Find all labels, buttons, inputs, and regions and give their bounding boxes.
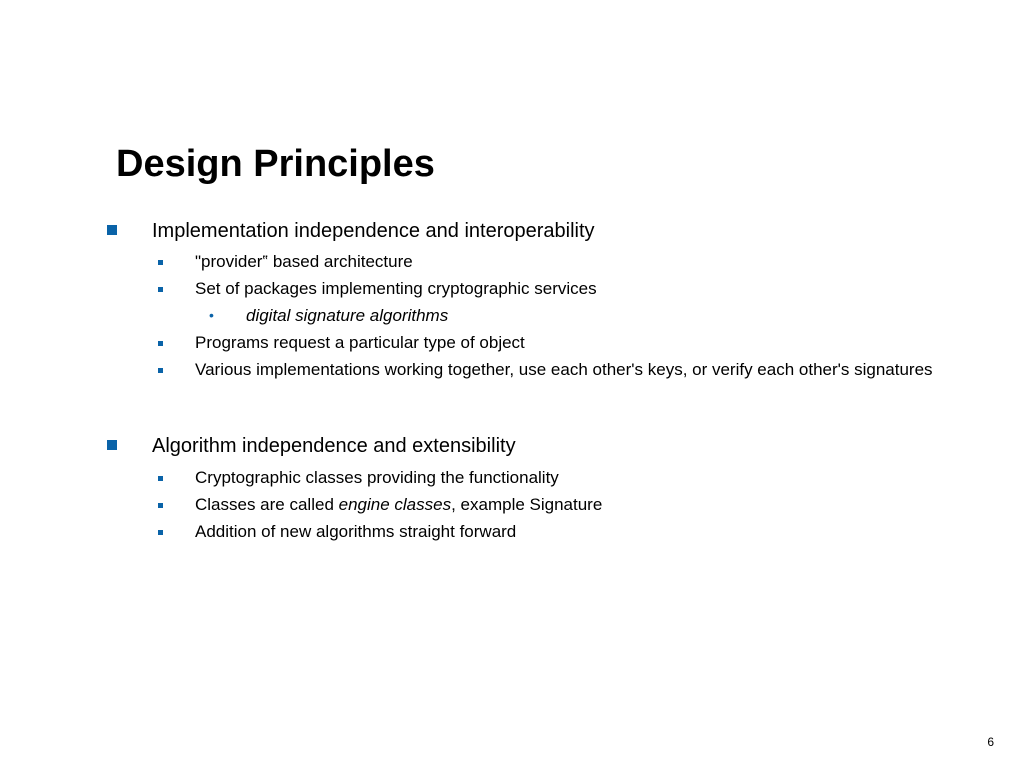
bullet-packages: Set of packages implementing cryptographic services	[195, 279, 597, 298]
engine-classes-prefix: Classes are called	[195, 495, 339, 514]
bullet-digital-signature: digital signature algorithms	[246, 306, 449, 325]
square-bullet-icon	[158, 476, 163, 481]
square-bullet-icon	[107, 225, 117, 235]
bullet-cryptographic-classes: Cryptographic classes providing the functionality	[195, 468, 559, 487]
bullet-programs-request: Programs request a particular type of object	[195, 333, 525, 352]
bullet-provider-architecture: "provider‟ based architecture	[195, 252, 413, 271]
square-bullet-icon	[107, 440, 117, 450]
square-bullet-icon	[158, 341, 163, 346]
bullet-new-algorithms: Addition of new algorithms straight forward	[195, 522, 517, 541]
bullet-various-implementations: Various implementations working together, use each other's keys, or verify each other's signatures	[195, 360, 933, 379]
square-bullet-icon	[158, 503, 163, 508]
bullet-engine-classes	[195, 494, 602, 515]
square-bullet-icon	[158, 287, 163, 292]
square-bullet-icon	[158, 530, 163, 535]
dot-bullet-icon: •	[209, 307, 214, 323]
section-heading-algorithm: Algorithm independence and extensibility	[152, 435, 516, 457]
slide-title: Design Principles	[116, 143, 435, 185]
engine-classes-suffix: , example Signature	[451, 495, 603, 514]
engine-classes-term: engine classes	[338, 495, 452, 514]
square-bullet-icon	[158, 368, 163, 373]
page-number: 6	[987, 735, 994, 749]
section-heading-implementation: Implementation independence and interoperability	[152, 220, 595, 242]
square-bullet-icon	[158, 260, 163, 265]
